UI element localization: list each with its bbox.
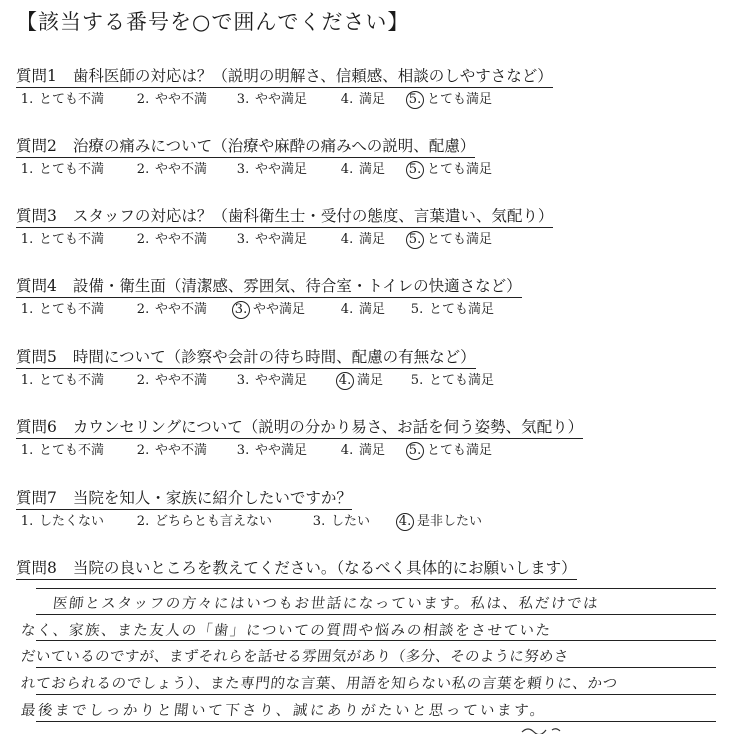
rating-option[interactable] [134, 230, 207, 250]
option-label: やや満足 [253, 302, 306, 317]
handwritten-answer-line: 医師とスタッフの方々にはいつもお世話になっています。私は、私だけでは [52, 596, 601, 612]
rating-option[interactable] [134, 512, 272, 532]
pen-mark [520, 724, 580, 734]
option-number: 3. [236, 443, 250, 458]
option-number: 2. [136, 514, 150, 529]
question-number: 質問8 [16, 559, 57, 577]
option-label: 満足 [359, 302, 386, 317]
option-number: 3. [236, 232, 250, 247]
option-number: 5. [406, 231, 424, 249]
option-label: とても不満 [39, 302, 105, 317]
question-6-title [16, 415, 583, 439]
rating-option[interactable] [18, 90, 104, 110]
rating-option[interactable] [338, 300, 385, 320]
option-number: 4. [336, 372, 354, 390]
question-text: 当院の良いところを教えてください。（なるべく具体的にお願いします） [72, 559, 577, 577]
question-number: 質問7 [16, 489, 57, 507]
option-label: 是非したい [417, 514, 483, 529]
option-label: とても不満 [39, 232, 105, 247]
option-label: とても不満 [39, 373, 105, 388]
handwritten-answer-line: なく、家族、また友人の「歯」についての質問や悩みの相談をさせていた [20, 623, 553, 639]
rating-option[interactable] [134, 441, 207, 461]
rating-option-selected[interactable] [408, 230, 492, 250]
option-label: とても満足 [429, 373, 495, 388]
option-label: とても不満 [39, 162, 105, 177]
rating-option[interactable] [234, 160, 307, 180]
rating-option-selected[interactable] [338, 371, 383, 391]
rating-option[interactable] [134, 371, 207, 391]
question-number: 質問3 [16, 207, 57, 225]
question-text: 当院を知人・家族に紹介したいですか？ [72, 489, 352, 507]
handwritten-answer-line: だいているのですが、まずそれらを話せる雰囲気があり（多分、そのように努めさ [20, 649, 570, 665]
question-5-title [16, 345, 476, 369]
question-text: 設備・衛生面（清潔感、雰囲気、待合室・トイレの快適さなど） [72, 277, 522, 295]
rating-option[interactable] [338, 160, 385, 180]
option-label: やや不満 [155, 443, 208, 458]
option-label: したくない [39, 514, 105, 529]
option-number: 1. [20, 373, 34, 388]
rating-option-selected[interactable] [408, 90, 492, 110]
question-number: 質問6 [16, 418, 57, 436]
rating-option-selected[interactable] [408, 441, 492, 461]
option-number: 2. [136, 92, 150, 107]
answer-rule-line [36, 721, 716, 722]
option-number: 4. [340, 443, 354, 458]
option-number: 5. [410, 373, 424, 388]
option-number: 3. [236, 373, 250, 388]
option-label: やや満足 [255, 92, 308, 107]
option-number: 1. [20, 514, 34, 529]
rating-option-selected[interactable] [408, 160, 492, 180]
option-number: 4. [340, 302, 354, 317]
question-text: スタッフの対応は？（歯科衛生士・受付の態度、言葉遣い、気配り） [72, 207, 554, 225]
rating-option[interactable] [234, 371, 307, 391]
option-label: とても満足 [427, 162, 493, 177]
question-8-title [16, 556, 577, 580]
option-label: やや満足 [255, 232, 308, 247]
option-number: 1. [20, 302, 34, 317]
option-label: とても不満 [39, 92, 105, 107]
option-number: 3. [312, 514, 326, 529]
rating-option[interactable] [338, 441, 385, 461]
rating-option[interactable] [18, 230, 104, 250]
question-number: 質問1 [16, 67, 57, 85]
answer-rule-line [36, 667, 716, 668]
option-number: 2. [136, 162, 150, 177]
rating-option[interactable] [408, 300, 494, 320]
rating-option[interactable] [134, 160, 207, 180]
handwritten-answer-line: れておられるのでしょう）、また専門的な言葉、用語を知らない私の言葉を頼りに、かつ [20, 676, 619, 692]
handwritten-answer-line: 最後までしっかりと聞いて下さり、誠にありがたいと思っています。 [20, 703, 548, 719]
option-number: 2. [136, 232, 150, 247]
option-label: とても満足 [427, 92, 493, 107]
option-number: 4. [396, 513, 414, 531]
option-label: とても満足 [429, 302, 495, 317]
rating-option[interactable] [408, 371, 494, 391]
option-number: 5. [410, 302, 424, 317]
option-label: 満足 [357, 373, 384, 388]
option-number: 2. [136, 443, 150, 458]
question-text: 時間について（診察や会計の待ち時間、配慮の有無など） [72, 348, 476, 366]
rating-option[interactable] [234, 230, 307, 250]
question-2-title [16, 134, 475, 158]
answer-rule-line [36, 588, 716, 589]
rating-option[interactable] [18, 300, 104, 320]
question-number: 質問2 [16, 137, 57, 155]
option-number: 5. [406, 161, 424, 179]
answer-rule-line [36, 640, 716, 641]
option-label: 満足 [359, 162, 386, 177]
option-label: やや満足 [255, 162, 308, 177]
rating-option[interactable] [338, 90, 385, 110]
rating-option[interactable] [134, 300, 207, 320]
question-text: カウンセリングについて（説明の分かり易さ、お話を伺う姿勢、気配り） [72, 418, 584, 436]
option-label: 満足 [359, 232, 386, 247]
answer-rule-line [36, 614, 716, 615]
option-label: とても不満 [39, 443, 105, 458]
question-number: 質問4 [16, 277, 57, 295]
option-number: 3. [236, 92, 250, 107]
rating-option[interactable] [134, 90, 207, 110]
option-label: とても満足 [427, 232, 493, 247]
question-text: 歯科医師の対応は？（説明の明解さ、信頼感、相談のしやすさなど） [72, 67, 553, 85]
option-number: 3. [236, 162, 250, 177]
rating-option[interactable] [310, 512, 370, 532]
option-label: やや不満 [155, 162, 208, 177]
rating-option[interactable] [18, 160, 104, 180]
question-text: 治療の痛みについて（治療や麻酔の痛みへの説明、配慮） [72, 137, 476, 155]
option-label: どちらとも言えない [155, 514, 273, 529]
option-number: 3. [232, 301, 250, 319]
option-number: 4. [340, 162, 354, 177]
option-number: 1. [20, 232, 34, 247]
option-number: 1. [20, 92, 34, 107]
rating-option-selected[interactable] [234, 300, 305, 320]
rating-option[interactable] [234, 90, 307, 110]
rating-option[interactable] [338, 230, 385, 250]
question-3-title [16, 204, 553, 228]
option-label: やや不満 [155, 92, 208, 107]
rating-option[interactable] [18, 512, 104, 532]
rating-option[interactable] [18, 371, 104, 391]
option-number: 1. [20, 443, 34, 458]
option-label: やや満足 [255, 373, 308, 388]
option-number: 2. [136, 373, 150, 388]
option-number: 4. [340, 92, 354, 107]
option-label: 満足 [359, 92, 386, 107]
question-number: 質問5 [16, 348, 57, 366]
option-label: とても満足 [427, 443, 493, 458]
option-number: 5. [406, 91, 424, 109]
rating-option-selected[interactable] [398, 512, 482, 532]
option-number: 2. [136, 302, 150, 317]
option-label: やや不満 [155, 302, 208, 317]
option-label: やや満足 [255, 443, 308, 458]
option-number: 4. [340, 232, 354, 247]
rating-option[interactable] [234, 441, 307, 461]
option-label: やや不満 [155, 232, 208, 247]
question-1-title [16, 64, 553, 88]
option-label: したい [331, 514, 371, 529]
option-label: やや不満 [155, 373, 208, 388]
option-label: 満足 [359, 443, 386, 458]
question-4-title [16, 274, 522, 298]
answer-rule-line [36, 694, 716, 695]
rating-option[interactable] [18, 441, 104, 461]
question-7-title [16, 486, 352, 510]
option-number: 5. [406, 442, 424, 460]
form-instruction-header: 【該当する番号を○で囲んでください】 [16, 10, 410, 34]
option-number: 1. [20, 162, 34, 177]
